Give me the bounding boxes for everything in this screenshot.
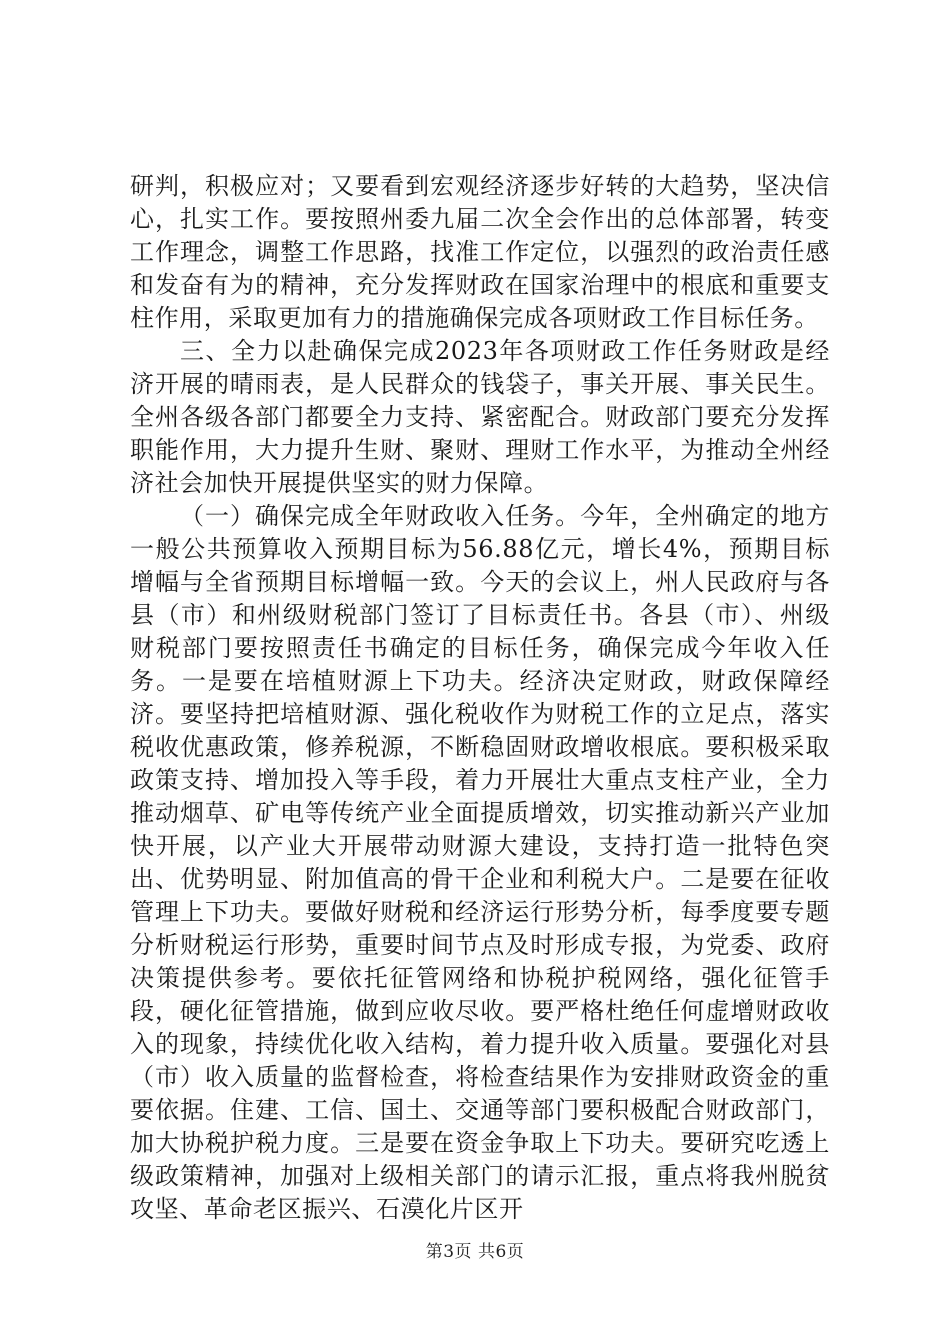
document-body bbox=[130, 170, 830, 1226]
page-number-footer: 第3页 共6页 bbox=[425, 1242, 525, 1262]
paragraph-revenue-task: （一）确保完成全年财政收入任务。今年，全州确定的地方一般公共预算收入预期目标为56.88亿元，增长4%，预期目标增幅与全省预期目标增幅一致。今天的会议上，州人民政府与各县（市）和州级财税部门签订了目标责任书。各县（市）、州级财税部门要按照责任书确定的目标任务，确保完成今年收入任务。一是要在培植财源上下功夫。经济决定财政，财政保障经济。要坚持把培植财源、强化税收作为财税工作的立足点，落实税收优惠政策，修养税源，不断稳固财政增收根底。要积极采取政策支持、增加投入等手段，着力开展壮大重点支柱产业，全力推动烟草、矿电等传统产业全面提质增效，切实推动新兴产业加快开展，以产业大开展带动财源大建设，支持打造一批特色突出、优势明显、附加值高的骨干企业和利税大户。二是要在征收管理上下功夫。要做好财税和经济运行形势分析，每季度要专题分析财税运行形势，重要时间节点及时形成专报，为党委、政府决策提供参考。要依托征管网络和协税护税网络，强化征管手段，硬化征管措施，做到应收尽收。要严格杜绝任何虚增财政收入的现象，持续优化收入结构，着力提升收入质量。要强化对县（市）收入质量的监督检查，将检查结果作为安排财政资金的重要依据。住建、工信、国土、交通等部门要积极配合财政部门，加大协税护税力度。三是要在资金争取上下功夫。要研究吃透上级政策精神，加强对上级相关部门的请示汇报，重点将我州脱贫攻坚、革命老区振兴、石漠化片区开 bbox=[130, 502, 830, 1223]
paragraph-continuation: 研判，积极应对；又要看到宏观经济逐步好转的大趋势，坚决信心，扎实工作。要按照州委九届二次全会作出的总体部署，转变工作理念，调整工作思路，找准工作定位，以强烈的政治责任感和发奋有为的精神，充分发挥财政在国家治理中的根底和重要支柱作用，采取更加有力的措施确保完成各项财政工作目标任务。 bbox=[130, 172, 830, 332]
paragraph-section-three: 三、全力以赴确保完成2023年各项财政工作任务财政是经济开展的晴雨表，是人民群众的钱袋子，事关开展、事关民生。全州各级各部门都要全力支持、紧密配合。财政部门要充分发挥职能作用，大力提升生财、聚财、理财工作水平，为推动全州经济社会加快开展提供坚实的财力保障。 bbox=[130, 337, 830, 497]
